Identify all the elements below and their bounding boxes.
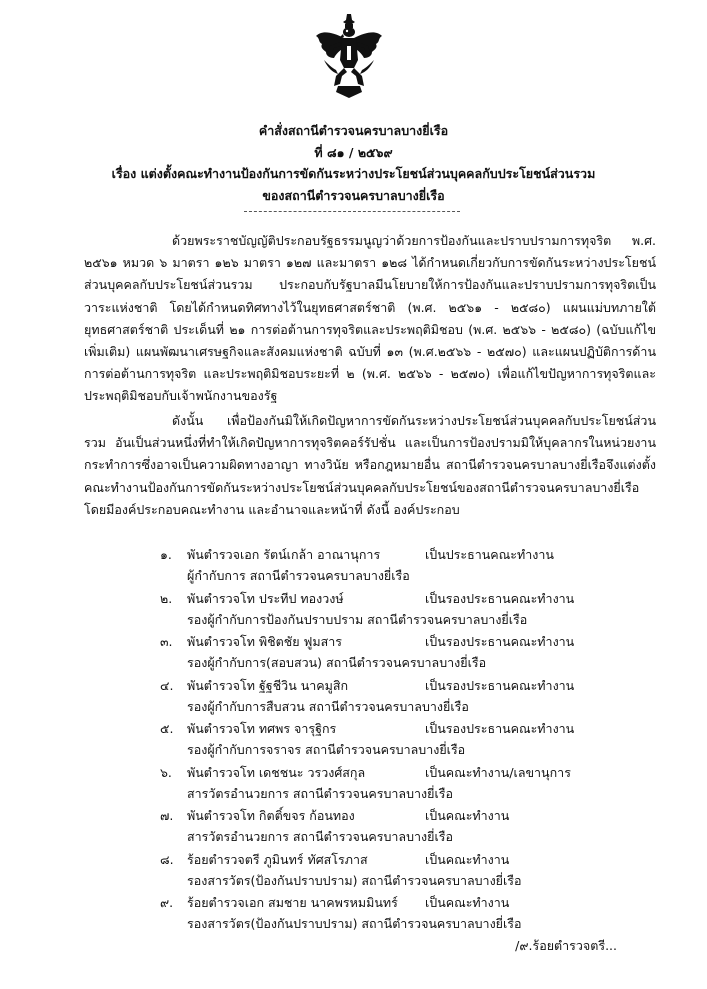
header-divider [244,211,460,212]
member-role: เป็นรองประธานคณะทำงาน [425,590,575,606]
body-paragraph-2 [84,410,656,521]
body-paragraph-1 [84,230,656,408]
member-name: ร้อยตำรวจเอก สมชาย นาคพรหมมินทร์ [187,895,398,910]
member-number: ๒. [160,590,173,606]
member-position: ผู้กำกับการ สถานีตำรวจนครบาลบางยี่เรือ [187,568,410,583]
member-name: พันตำรวจโท กิตติ์ขจร ก้อนทอง [187,808,355,823]
member-name: พันตำรวจโท ฐัฐชีวิน นาคมูสิก [187,677,349,693]
member-position: สารวัตรอำนวยการ สถานีตำรวจนครบาลบางยี่เรือ [187,785,453,801]
member-role: เป็นคณะทำงาน [425,895,510,910]
order-subject: เรื่อง แต่งตั้งคณะทำงานป้องกันการขัดกันระหว่างประโยชน์ส่วนบุคคลกับประโยชน์ส่วนรวม [111,166,596,181]
member-name: พันตำรวจโท พิชิตชัย ฟูมสาร [187,634,342,649]
paragraph-2-text: ดังนั้น เพื่อป้องกันมิให้เกิดปัญหาการขัดกันระหว่างประโยชน์ส่วนบุคคลกับประโยชน์ส่วนรวม อันเป็นส่วนหนึ่งที่ทำให้เกิดปัญหาการทุจริตคอร์รัปชั่น และเป็นการป้องปรามมิให้บุคลากรในหน่วยงานกระทำการซึ่งอาจเป็นความผิดทางอาญา ทางวินัย หรือกฎหมายอื่น สถานีตำรวจนครบาลบางยี่เรือจึงแต่งตั้งคณะทำงานป้องกันการขัดกันระหว่างประโยชน์ส่วนบุคคลกับประโยชน์ของสถานีตำรวจนครบาลบางยี่เรือ โดยมีองค์ประกอบคณะทำงาน และอำนาจและหน้าที่ ดังนี้ องค์ประกอบ [84,413,656,517]
member-role: เป็นคณะทำงาน [425,851,510,867]
order-subject-continued: ของสถานีตำรวจนครบาลบางยี่เรือ [262,188,445,203]
member-position: รองสารวัตร(ป้องกันปราบปราม) สถานีตำรวจนครบาลบางยี่เรือ [187,916,522,931]
member-position: รองผู้กำกับการป้องกันปราบปราม สถานีตำรวจนครบาลบางยี่เรือ [187,611,528,627]
member-position: สารวัตรอำนวยการ สถานีตำรวจนครบาลบางยี่เรือ [187,829,453,844]
member-number: ๑. [160,547,172,562]
paragraph-1-text: ด้วยพระราชบัญญัติประกอบรัฐธรรมนูญว่าด้วยการป้องกันและปราบปรามการทุจริต พ.ศ. ๒๕๖๑ หมวด ๖ มาตรา ๑๒๖ มาตรา ๑๒๗ และมาตรา ๑๒๘ ได้กำหนดเกี่ยวกับการขัดกันระหว่างประโยชน์ส่วนบุคคลกับประโยชน์ส่วนรวม ประกอบกับรัฐบาลมีนโยบายให้การป้องกันและปราบปรามการทุจริตเป็นวาระแห่งชาติ โดยได้กำหนดทิศทางไว้ในยุทธศาสตร์ชาติ (พ.ศ. ๒๕๖๑ - ๒๕๘๐) แผนแม่บทภายใต้ยุทธศาสตร์ชาติ ประเด็นที่ ๒๑ การต่อต้านการทุจริตและประพฤติมิชอบ (พ.ศ. ๒๕๖๖ - ๒๕๘๐) (ฉบับแก้ไขเพิ่มเติม) แผนพัฒนาเศรษฐกิจและสังคมแห่งชาติ ฉบับที่ ๑๓ (พ.ศ.๒๕๖๖ - ๒๕๗๐) และแผนปฏิบัติการด้านการต่อต้านการทุจริต และประพฤติมิชอบระยะที่ ๒ (พ.ศ. ๒๕๖๖ - ๒๕๗๐) เพื่อแก้ไขปัญหาการทุจริตและประพฤติมิชอบกับเจ้าพนักงานของรัฐ [84,233,656,404]
member-name: ร้อยตำรวจตรี ภูมินทร์ ทัศสโรภาส [187,851,368,867]
member-role: เป็นรองประธานคณะทำงาน [425,721,575,736]
member-number: ๕. [160,721,174,736]
member-number: ๙. [160,895,174,910]
member-number: ๘. [160,851,174,867]
member-role: เป็นคณะทำงาน [425,808,510,823]
member-position: รองผู้กำกับการสืบสวน สถานีตำรวจนครบาลบางยี่เรือ [187,698,469,714]
member-role: เป็นคณะทำงาน/เลขานุการ [425,764,571,780]
member-number: ๖. [160,764,172,780]
continuation-note: /๙.ร้อยตำรวจตรี... [515,938,617,953]
garuda-emblem-icon [314,12,384,100]
member-name: พันตำรวจโท เดชชนะ วรวงศ์สกุล [187,764,366,780]
member-role: เป็นรองประธานคณะทำงาน [425,677,575,693]
member-number: ๓. [160,634,173,649]
member-position: รองผู้กำกับการ(สอบสวน) สถานีตำรวจนครบาลบางยี่เรือ [187,655,487,670]
member-role: เป็นประธานคณะทำงาน [425,547,554,562]
member-number: ๔. [160,677,174,693]
member-position: รองสารวัตร(ป้องกันปราบปราม) สถานีตำรวจนครบาลบางยี่เรือ [187,872,522,888]
member-role: เป็นรองประธานคณะทำงาน [425,634,575,649]
member-number: ๗. [160,808,174,823]
order-number: ที่ ๘๑ / ๒๕๖๙ [314,145,393,160]
member-name: พันตำรวจโท ทศพร จารุฐิกร [187,721,337,736]
member-position: รองผู้กำกับการจราจร สถานีตำรวจนครบาลบางยี่เรือ [187,742,466,757]
order-title: คำสั่งสถานีตำรวจนครบาลบางยี่เรือ [258,123,449,138]
member-name: พันตำรวจเอก รัตน์เกล้า อาณานุการ [187,547,381,562]
member-name: พันตำรวจโท ประทีป ทองวงษ์ [187,590,344,606]
